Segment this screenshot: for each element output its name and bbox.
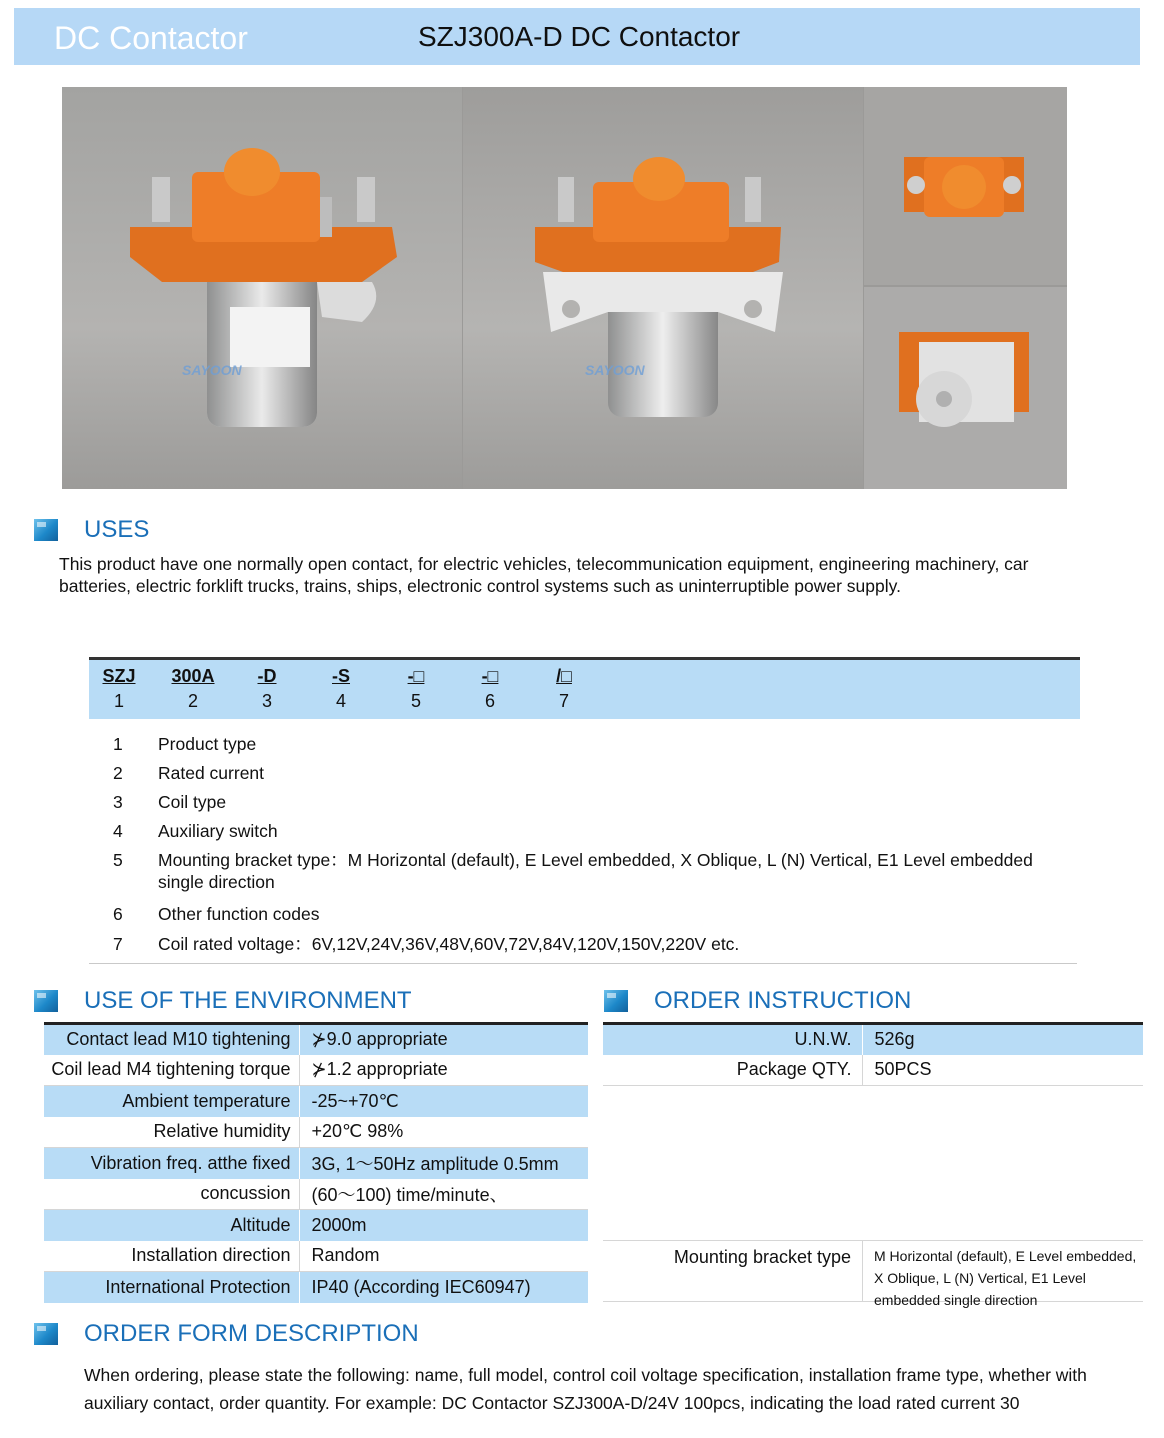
list-item: 4 Auxiliary switch bbox=[113, 821, 278, 841]
section-square-icon bbox=[34, 990, 58, 1012]
watermark-text: SAYOON bbox=[182, 362, 242, 378]
mounting-bracket-row bbox=[603, 1240, 1143, 1308]
contactor-top-illustration bbox=[864, 87, 1067, 285]
environment-title: USE OF THE ENVIRONMENT bbox=[84, 987, 412, 1014]
product-photo-side bbox=[463, 87, 863, 489]
table-row: Package QTY. 50PCS bbox=[603, 1055, 1143, 1086]
model-code-definitions bbox=[89, 733, 1077, 964]
list-item: 3 Coil type bbox=[113, 792, 227, 812]
code-segment-5: -□ 5 bbox=[407, 666, 425, 711]
mounting-bracket-value: M Horizontal (default), E Level embedded, X Oblique, L (N) Vertical, E1 Level embedded single direction bbox=[874, 1248, 1137, 1308]
code-segment-4: -S 4 bbox=[332, 666, 350, 711]
table-row: Altitude 2000m bbox=[44, 1210, 588, 1241]
table-row: concussion (60～100) time/minute、 bbox=[44, 1179, 588, 1210]
watermark-text: SAYOON bbox=[585, 362, 645, 378]
table-row: Contact lead M10 tightening ⊁9.0 appropriate bbox=[44, 1024, 588, 1055]
order-form-title: ORDER FORM DESCRIPTION bbox=[84, 1320, 419, 1347]
list-item: 7 Coil rated voltage：6V,12V,24V,36V,48V,60V,72V,84V,120V,150V,220V etc. bbox=[113, 934, 740, 954]
product-photo-gallery bbox=[62, 87, 1067, 489]
order-form-section-header bbox=[34, 1320, 534, 1350]
order-section-header bbox=[604, 987, 1104, 1017]
section-square-icon bbox=[604, 990, 628, 1012]
table-row: Installation direction Random bbox=[44, 1241, 588, 1272]
order-form-description: When ordering, please state the following: name, full model, control coil voltage specification, installation frame type, whether with auxiliary contact, order quantity. For example: DC Contactor SZJ300A-D/24V 100pcs, indicating the load rated current 30 bbox=[84, 1365, 1087, 1413]
section-square-icon bbox=[34, 519, 58, 541]
section-square-icon bbox=[34, 1323, 58, 1345]
code-segment-1: SZJ 1 bbox=[102, 666, 136, 711]
table-row: Vibration freq. atthe fixed 3G, 1～50Hz amplitude 0.5mm bbox=[44, 1148, 588, 1179]
table-row: U.N.W. 526g bbox=[603, 1024, 1143, 1055]
column-divider bbox=[862, 1241, 863, 1301]
code-segment-3: -D 3 bbox=[257, 666, 277, 711]
uses-title: USES bbox=[84, 516, 150, 543]
page-title: SZJ300A-D DC Contactor bbox=[418, 21, 741, 52]
table-row: Coil lead M4 tightening torque ⊁1.2 appropriate bbox=[44, 1055, 588, 1086]
code-segment-7: /□ 7 bbox=[556, 666, 572, 711]
uses-description: This product have one normally open contact, for electric vehicles, telecommunication equipment, engineering machinery, car batteries, electric forklift trucks, trains, ships, electronic control systems such as uninterruptible power supply. bbox=[59, 554, 1029, 596]
product-photo-front bbox=[62, 87, 462, 489]
table-row: Relative humidity +20℃ 98% bbox=[44, 1117, 588, 1148]
product-photo-top bbox=[864, 87, 1067, 285]
mounting-bracket-label: Mounting bracket type bbox=[673, 1247, 851, 1267]
model-code-bar bbox=[89, 657, 1080, 719]
contactor-front-illustration bbox=[62, 87, 462, 489]
table-row: Ambient temperature -25~+70℃ bbox=[44, 1086, 588, 1117]
code-segment-2: 300A 2 bbox=[171, 666, 215, 711]
product-photo-bottom bbox=[864, 287, 1067, 489]
uses-section-header bbox=[34, 516, 334, 546]
category-label: DC Contactor bbox=[54, 20, 248, 56]
code-segment-6: -□ 6 bbox=[481, 666, 499, 711]
list-item: 2 Rated current bbox=[113, 763, 265, 783]
list-item: 5 Mounting bracket type：M Horizontal (default), E Level embedded, X Oblique, L (N) Vertical, E1 Level embedded single direction bbox=[113, 850, 1033, 892]
header-banner bbox=[14, 8, 1140, 65]
environment-table bbox=[44, 1022, 588, 1303]
list-item: 1 Product type bbox=[113, 734, 257, 754]
list-item: 6 Other function codes bbox=[113, 904, 320, 924]
order-table bbox=[603, 1022, 1143, 1086]
table-row: International Protection IP40 (According IEC60947) bbox=[44, 1272, 588, 1303]
order-title: ORDER INSTRUCTION bbox=[654, 987, 912, 1014]
contactor-side-illustration bbox=[463, 87, 863, 489]
contactor-bottom-illustration bbox=[864, 287, 1067, 489]
environment-section-header bbox=[34, 987, 534, 1017]
